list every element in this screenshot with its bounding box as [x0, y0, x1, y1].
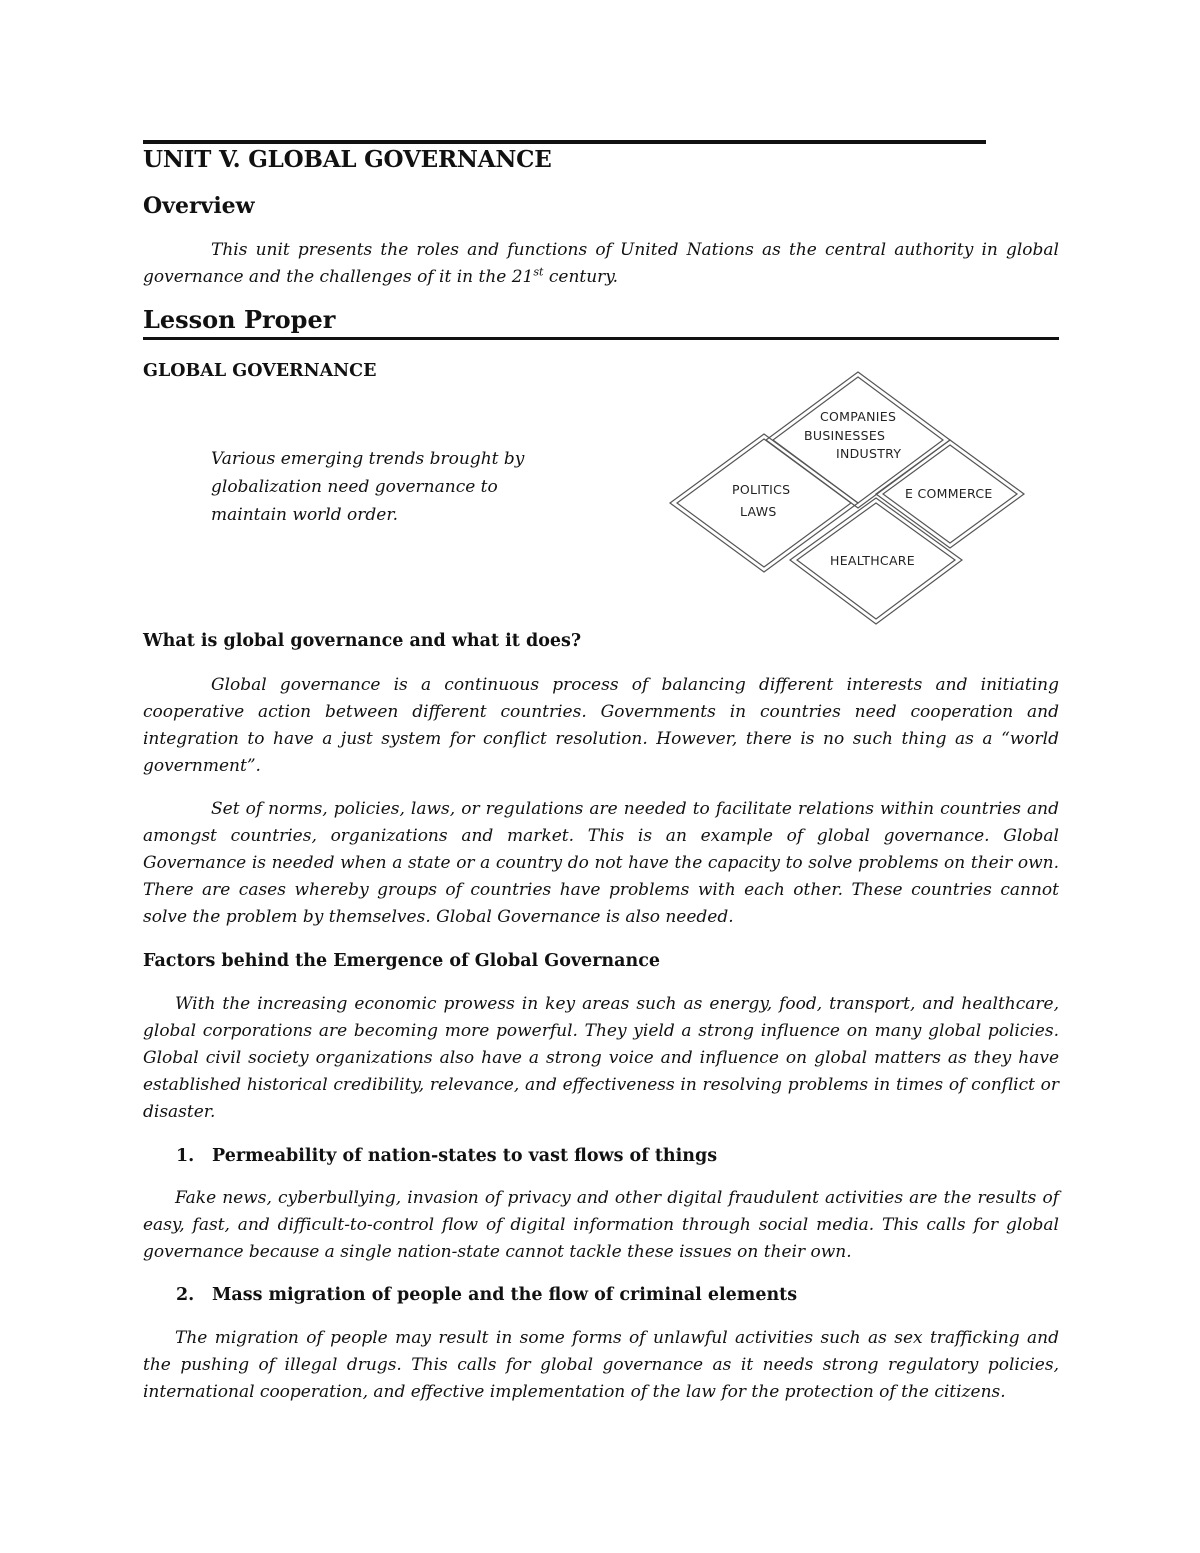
factors-heading: Factors behind the Emergence of Global Governance [143, 951, 660, 971]
politics-diamond [670, 434, 858, 572]
factor-item-1-heading [176, 1146, 717, 1166]
overview-paragraph [143, 237, 1059, 291]
diagram-label-healthcare: HEALTHCARE [830, 553, 915, 568]
global-governance-heading: GLOBAL GOVERNANCE [143, 361, 377, 381]
factor-item-1-number: 1. [176, 1146, 195, 1166]
overview-text: This unit presents the roles and functions of United Nations as the central authority in global governance and the challenges of it in the 21 [143, 240, 1059, 287]
what-is-heading: What is global governance and what it does? [143, 631, 582, 651]
diagram-label-politics: POLITICS [732, 482, 791, 497]
governance-diagram-svg [660, 360, 1040, 632]
factors-paragraph: With the increasing economic prowess in key areas such as energy, food, transport, and healthcare, global corporations are becoming more powerful. They yield a strong influence on many global policies. Global civil society organizations also have a strong voice and influence on global matters as they have established historical credibility, relevance, and effectiveness in resolving problems in times of conflict or disaster. [143, 994, 1059, 1122]
diagram-label-businesses: BUSINESSES [804, 428, 886, 443]
overview-text-end: century. [543, 267, 619, 287]
factor-item-2-heading [176, 1285, 797, 1305]
what-is-paragraph-2: Set of norms, policies, laws, or regulations are needed to facilitate relations within countries and amongst countries, organizations and market. This is an example of global governance. Global Governance is needed when a state or a country do not have the capacity to solve problems on their own. There are cases whereby groups of countries have problems with each other. These countries cannot solve the problem by themselves. Global Governance is also needed. [143, 799, 1059, 927]
factor-item-1-title: Permeability of nation-states to vast flows of things [212, 1146, 718, 1166]
politics-diamond-inner [677, 439, 851, 567]
what-is-paragraph-1: Global governance is a continuous process of balancing different interests and initiating cooperative action between different countries. Governments in countries need cooperation and integration to have a just system for conflict resolution. However, there is no such thing as a “world government”. [143, 675, 1059, 776]
overview-superscript: st [533, 265, 544, 279]
unit-title: UNIT V. GLOBAL GOVERNANCE [143, 146, 552, 173]
factor-item-2-title: Mass migration of people and the flow of criminal elements [212, 1285, 798, 1305]
factor-item-2-text: The migration of people may result in some forms of unlawful activities such as sex trafficking and the pushing of illegal drugs. This calls for global governance as it needs strong regulatory policies, international cooperation, and effective implementation of the law for the protection of the citizens. [143, 1328, 1059, 1402]
global-governance-side-text: Various emerging trends brought by globalization need governance to maintain world order. [211, 449, 525, 525]
factor-item-1-text: Fake news, cyberbullying, invasion of privacy and other digital fraudulent activities are the results of easy, fast, and difficult-to-control flow of digital information through social media. This calls for global governance because a single nation-state cannot tackle these issues on their own. [143, 1188, 1059, 1262]
lesson-rule [143, 337, 1059, 340]
governance-diagram [660, 360, 1040, 632]
diagram-label-industry: INDUSTRY [836, 446, 902, 461]
top-rule [143, 140, 986, 144]
lesson-heading: Lesson Proper [143, 305, 336, 334]
overview-heading: Overview [143, 193, 255, 219]
diagram-label-ecommerce: E COMMERCE [905, 486, 993, 501]
diagram-label-laws: LAWS [740, 504, 777, 519]
diagram-label-companies: COMPANIES [820, 409, 897, 424]
factor-item-2-number: 2. [176, 1285, 195, 1305]
